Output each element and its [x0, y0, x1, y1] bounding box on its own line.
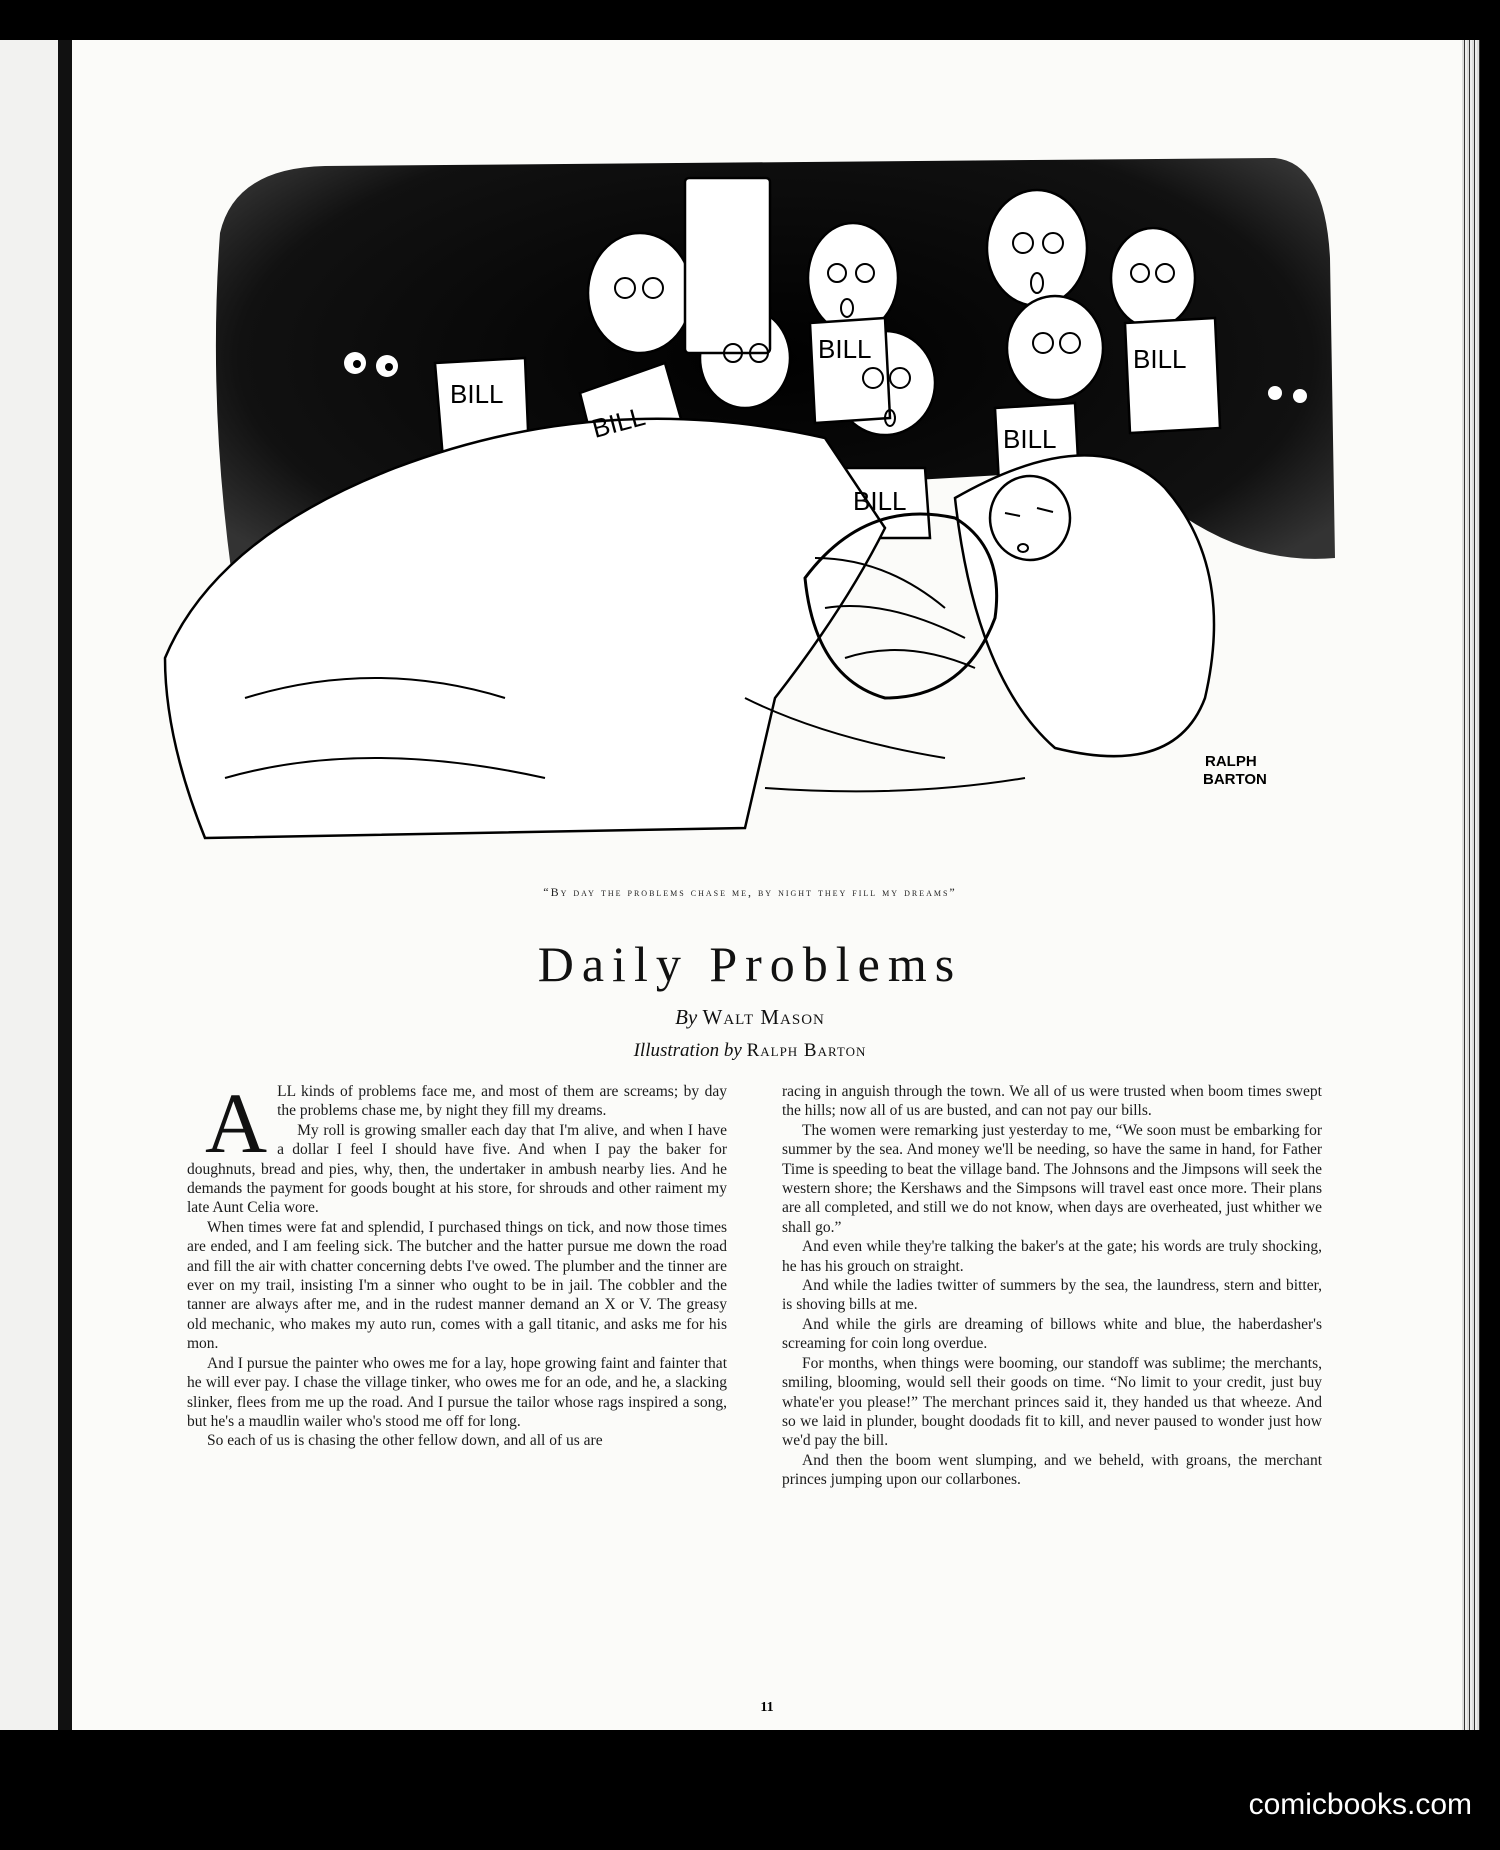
paragraph: So each of us is chasing the other fellow down, and all of us are: [207, 1432, 603, 1450]
illustrator-prefix: Illustration by: [633, 1040, 742, 1061]
illustration: [125, 138, 1347, 846]
author-name: Walt Mason: [702, 1005, 825, 1029]
paragraph: The women were remarking just yesterday to me, “We soon must be embarking for summer by the sea. And money we'll be needing, so have the same in hand, for Father Time is speeding to beat the village band. The Johnsons and the Jimpsons will seek the western shore; the Kershaws and the Simpsons will travel east once more. Their plans are all completed, and still we do not know, when days are overheated, just whither we shall go.”: [782, 1121, 1322, 1236]
paragraph: And while the girls are dreaming of billows white and blue, the haberdasher's screaming for coin long overdue.: [782, 1315, 1322, 1353]
artist-signature-line2: BARTON: [1203, 771, 1267, 788]
illustrator-name: Ralph Barton: [746, 1040, 867, 1061]
bill-label: BILL: [1003, 424, 1057, 454]
article-column-right: [782, 1082, 1322, 1490]
bill-label: BILL: [588, 400, 649, 444]
paragraph: And then the boom went slumping, and we beheld, with groans, the merchant princes jumping upon our collarbones.: [782, 1451, 1322, 1489]
drop-cap: A: [205, 1075, 268, 1171]
artist-signature-line1: RALPH: [1205, 753, 1257, 770]
site-watermark: comicbooks.com: [1248, 1788, 1472, 1821]
paragraph: When times were fat and splendid, I purchased things on tick, and now those times are ended, and I am feeling sick. The butcher and the hatter pursue me down the road and fill the air with chatter concerning debts I've owed. The plumber and the tinner are ever on my trail, insisting I'm a sinner who ought to be in jail. The cobbler and the tanner are always after me, and in the rudest manner demand an X or V. The greasy old mechanic, who makes my auto run, comes with a gall titanic, and asks me for his mon.: [187, 1218, 727, 1353]
article-title: Daily Problems: [537, 936, 963, 992]
byline: [0, 1005, 1500, 1030]
bill-label: BILL: [450, 379, 504, 409]
paragraph: And I pursue the painter who owes me for a lay, hope growing faint and fainter that he will ever pay. I chase the village tinker, who owes me for an ode, and he, a slacking slinker, flees from me up the road. And I pursue the tailor whose rags inspired a song, but he's a maudlin wailer who's stood me off for long.: [187, 1354, 727, 1430]
paragraph: And while the ladies twitter of summers by the sea, the laundress, stern and bitter, is shoving bills at me.: [782, 1277, 1322, 1314]
paragraph: For months, when things were booming, our standoff was sublime; the merchants, smiling, blooming, would sell their goods on time. “No limit to your credit, just buy whate'er you please!” The merchant princes said it, they handed us that wheeze. And so we laid in plunder, bought doodads fit to kill, and never paused to wonder just how we'd pay the bill.: [782, 1354, 1322, 1450]
bill-label: BILL: [1133, 344, 1187, 374]
paragraph: LL kinds of problems face me, and most of them are screams; by day the problems chase me, by night they fill my dreams.: [277, 1083, 727, 1120]
article-column-left: [187, 1075, 727, 1451]
illustration-caption: “By day the problems chase me, by night they fill my dreams”: [543, 885, 957, 899]
paragraph: My roll is growing smaller each day that I'm alive, and when I have a dollar I feel I should have five. And when I pay the baker for doughnuts, bread and pies, why, then, the undertaker in ambush nearby lies. And he demands the payment for goods bought at his store, for shrouds and other raiment my late Aunt Celia wore.: [187, 1121, 727, 1217]
bill-label: BILL: [853, 486, 907, 516]
paragraph: And even while they're talking the baker's at the gate; his words are truly shocking, he has his grouch on straight.: [782, 1238, 1322, 1275]
paragraph: racing in anguish through the town. We all of us were trusted when boom times swept the hills; now all of us are busted, and can not pay our bills.: [782, 1083, 1322, 1120]
page-number: 11: [760, 1700, 774, 1715]
byline-prefix: By: [675, 1005, 698, 1029]
bill-label: BILL: [818, 334, 872, 364]
illustrator-credit: [0, 1040, 1500, 1062]
